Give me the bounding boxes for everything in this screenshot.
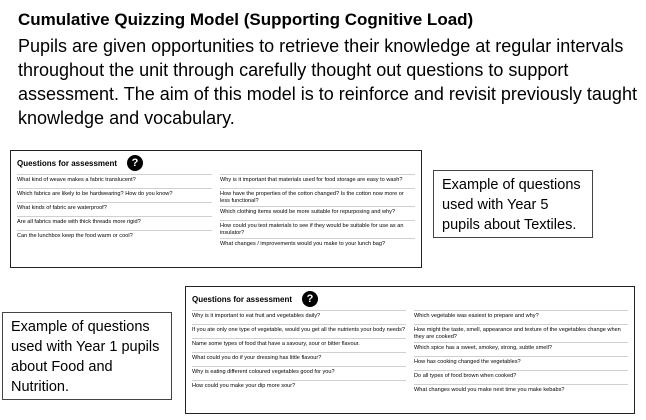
question-item: What changes would you make next time you make kebabs? xyxy=(414,384,628,398)
question-item: How might the taste, smell, appearance and texture of the vegetables change when they are cooked? xyxy=(414,324,628,342)
question-item: How have the properties of the cotton changed? Is the cotton now more or less functional? xyxy=(220,188,415,206)
question-item: Do all types of food brown when cooked? xyxy=(414,370,628,384)
year1-left-column xyxy=(192,310,406,398)
year1-sheet-header xyxy=(192,291,634,307)
question-item: If you ate only one type of vegetable, would you get all the nutrients your body needs? xyxy=(192,324,406,338)
year1-right-column xyxy=(414,310,628,398)
year1-question-sheet xyxy=(185,286,635,414)
year5-question-sheet xyxy=(10,150,422,268)
question-item: Why is eating different coloured vegetables good for you? xyxy=(192,366,406,380)
question-item: What changes / improvements would you make to your lunch bag? xyxy=(220,238,415,252)
question-item: Which spice has a sweet, smokey, strong, subtle smell? xyxy=(414,342,628,356)
question-item: What kind of weave makes a fabric translucent? xyxy=(17,174,212,188)
intro-paragraph: Pupils are given opportunities to retrieve their knowledge at regular intervals throughout the unit through carefully thought out questions to support assessment. The aim of this model is to reinforce and revisit previously taught knowledge and vocabulary. xyxy=(18,36,637,128)
question-item: Which clothing items would be more suitable for repurposing and why? xyxy=(220,206,415,220)
year5-left-column xyxy=(17,174,212,252)
year1-caption-box: Example of questions used with Year 1 pupils about Food and Nutrition. xyxy=(2,312,172,400)
question-item: How could you test materials to see if they would be suitable for use as an insulator? xyxy=(220,220,415,238)
question-mark-icon: ? xyxy=(302,291,318,307)
question-item: How could you make your dip more sour? xyxy=(192,380,406,394)
question-item: Which fabrics are likely to be hardwearing? How do you know? xyxy=(17,188,212,202)
page-title: Cumulative Quizzing Model (Supporting Cognitive Load) xyxy=(18,10,474,29)
year5-right-column xyxy=(220,174,415,252)
year5-caption-box: Example of questions used with Year 5 pupils about Textiles. xyxy=(433,170,593,238)
question-item: What kinds of fabric are waterproof? xyxy=(17,202,212,216)
question-item: How has cooking changed the vegetables? xyxy=(414,356,628,370)
question-item: Name some types of food that have a savoury, sour or bitter flavour. xyxy=(192,338,406,352)
question-item: Are all fabrics made with thick threads more rigid? xyxy=(17,216,212,230)
question-item: Can the lunchbox keep the food warm or cool? xyxy=(17,230,212,244)
year5-sheet-header xyxy=(17,155,421,171)
question-mark-icon: ? xyxy=(127,155,143,171)
year1-header-label: Questions for assessment xyxy=(192,294,293,304)
question-item: What could you do if your dressing has little flavour? xyxy=(192,352,406,366)
year5-header-label: Questions for assessment xyxy=(17,158,118,168)
question-item: Why is it important that materials used for food storage are easy to wash? xyxy=(220,174,415,188)
question-item: Why is it important to eat fruit and vegetables daily? xyxy=(192,310,406,324)
question-item: Which vegetable was easiest to prepare and why? xyxy=(414,310,628,324)
